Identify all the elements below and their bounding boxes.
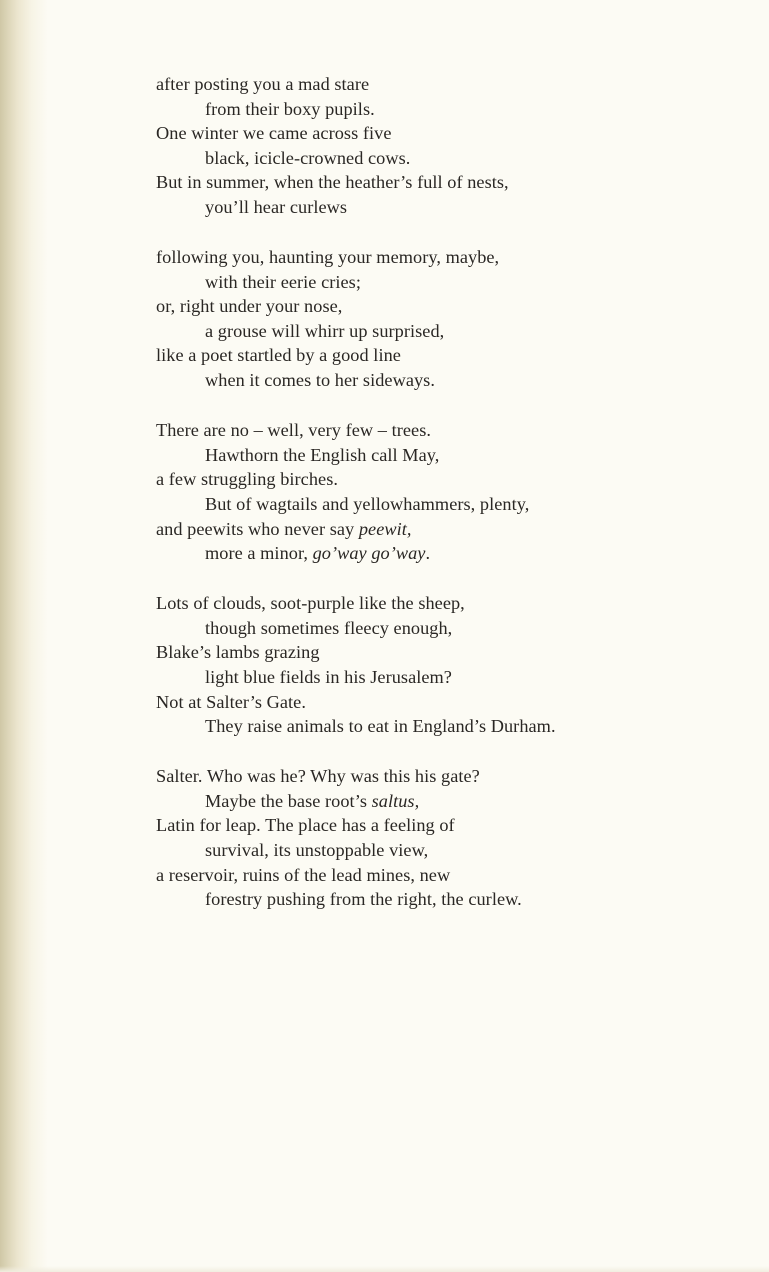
poem-line-text: more a minor, [205, 543, 313, 564]
poem-line: when it comes to her sideways. [205, 370, 435, 391]
stanza-3 [156, 418, 736, 566]
poem-line: Lots of clouds, soot-purple like the sheep, [156, 593, 465, 614]
poem-line: Salter. Who was he? Why was this his gate? [156, 766, 480, 787]
poem-line: like a poet startled by a good line [156, 345, 401, 366]
poem-line: They raise animals to eat in England’s Durham. [205, 716, 556, 737]
poem-line: forestry pushing from the right, the curlew. [205, 889, 522, 910]
poem-line: But of wagtails and yellowhammers, plenty, [205, 493, 530, 514]
stanza-4 [156, 591, 736, 739]
stanza-1 [156, 72, 736, 220]
poem-line-text: Maybe the base root’s [205, 790, 372, 811]
poem-body [156, 72, 736, 937]
poem-line: survival, its unstoppable view, [205, 840, 429, 861]
poem-line: following you, haunting your memory, maybe, [156, 247, 500, 268]
poem-line: a few struggling birches. [156, 469, 338, 490]
poem-line: light blue fields in his Jerusalem? [205, 666, 452, 687]
poem-line-text: . [425, 543, 431, 564]
poem-line: a reservoir, ruins of the lead mines, new [156, 864, 451, 885]
stanza-2 [156, 245, 736, 393]
poem-line: Hawthorn the English call May, [205, 444, 440, 465]
poem-line: a grouse will whirr up surprised, [205, 320, 445, 341]
italic-word: go’way go’way [312, 543, 426, 564]
poem-line-text: and peewits who never say [156, 518, 359, 539]
poem-line: or, right under your nose, [156, 296, 343, 317]
poem-line: Blake’s lambs grazing [156, 642, 320, 663]
poem-line: after posting you a mad stare [156, 74, 370, 94]
poem-line: black, icicle-crowned cows. [205, 147, 411, 168]
poem-line [156, 789, 736, 814]
poem-line: from their boxy pupils. [205, 98, 375, 119]
poem-line: Not at Salter’s Gate. [156, 691, 306, 712]
poem-line: though sometimes fleecy enough, [205, 617, 453, 638]
italic-word: saltus, [371, 790, 420, 811]
poem-line [156, 517, 736, 542]
poem-line: Latin for leap. The place has a feeling of [156, 815, 455, 836]
poem-line: you’ll hear curlews [205, 196, 348, 217]
poem-line: One winter we came across five [156, 123, 392, 144]
poem-line: with their eerie cries; [205, 271, 361, 292]
stanza-5 [156, 764, 736, 912]
poem-line [156, 541, 736, 566]
poem-line: There are no – well, very few – trees. [156, 420, 431, 441]
italic-word: peewit, [358, 518, 412, 539]
poem-line: But in summer, when the heather’s full of nests, [156, 172, 509, 193]
